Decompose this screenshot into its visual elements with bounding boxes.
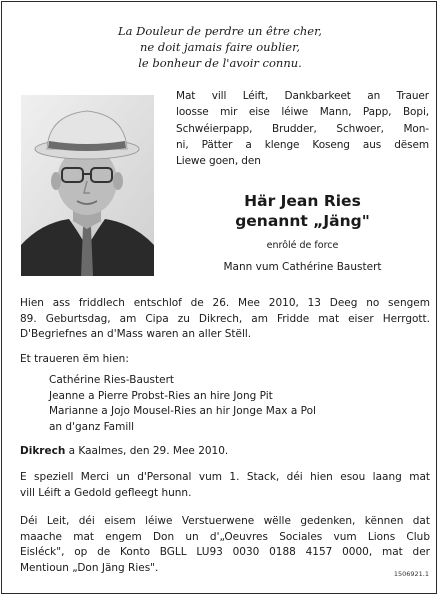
mourners-heading: Et traueren ëm hien: [20,353,129,365]
thanks-line: vill Léift a Gedold gefleegt hunn. [20,486,192,499]
deceased-subtitle: enrôlé de force [266,240,339,251]
mourner-entry: Cathérine Ries-Baustert [49,374,175,386]
thanks-line: E speziell Merci un d'Personal vum 1. Stack, déi hien esou laang mat [20,471,430,483]
opening-quote [2,23,438,71]
donation-line: maache mat engem Don un d'„Oeuvres Sociales vum Lions Club [20,530,430,543]
intro-line: ni, Pätter a klenge Koseng aus dësem [176,138,429,151]
deceased-name: Här Jean Ries [244,192,361,210]
intro-line: Schwéierpapp, Brudder, Schwoer, Mon- [176,122,429,135]
notice-line: D'Begriefnes an d'Mass waren an aller Stëll. [20,328,252,341]
intro-paragraph [176,88,429,169]
thanks-paragraph [20,470,430,501]
quote-line: ne doit jamais faire oublier, [139,40,301,54]
death-notice-paragraph [20,296,430,343]
place-date: a Kaalmes, den 29. Mee 2010. [65,445,229,457]
place-date-line [20,444,430,460]
quote-line: le bonheur de l'avoir connu. [138,56,302,70]
mourner-entry: Jeanne a Pierre Probst-Ries an hire Jong Pit [49,389,273,402]
notice-line: 89. Geburtsdag, am Cipa zu Dikrech, am Fridde mat eiser Herrgott. [20,312,430,325]
place-name: Dikrech [20,445,66,457]
donation-line: Eisléck", op de Konto BGLL LU93 0030 0188 4157 0000, mat der [20,546,430,559]
intro-line: Mat vill Léift, Dankbarkeet an Trauer [176,90,429,102]
deceased-nickname: genannt „Jäng" [235,212,370,230]
reference-number: 1506921.1 [393,570,429,578]
quote-line: La Douleur de perdre un être cher, [118,24,322,38]
spouse-line: Mann vum Cathérine Baustert [223,261,382,273]
donation-paragraph [20,514,430,576]
donation-line: Mentioun „Don Jäng Ries". [20,561,159,574]
mourner-entry: Marianne a Jojo Mousel-Ries an hir Jonge Max a Pol [49,405,316,418]
intro-line: loosse mir eise léiwe Mann, Papp, Bopi, [176,106,429,119]
notice-line: Hien ass friddlech entschlof de 26. Mee 2010, 13 Deeg no sengem [20,297,430,309]
intro-line: Liewe goen, den [176,155,261,168]
mourner-entry: an d'ganz Famill [49,420,135,433]
obituary-notice [1,1,437,594]
mourners-list [49,373,316,435]
portrait-photo [21,95,154,276]
donation-line: Déi Leit, déi eisem léiwe Verstuerwene wëlle gedenken, kënnen dat [20,515,430,527]
